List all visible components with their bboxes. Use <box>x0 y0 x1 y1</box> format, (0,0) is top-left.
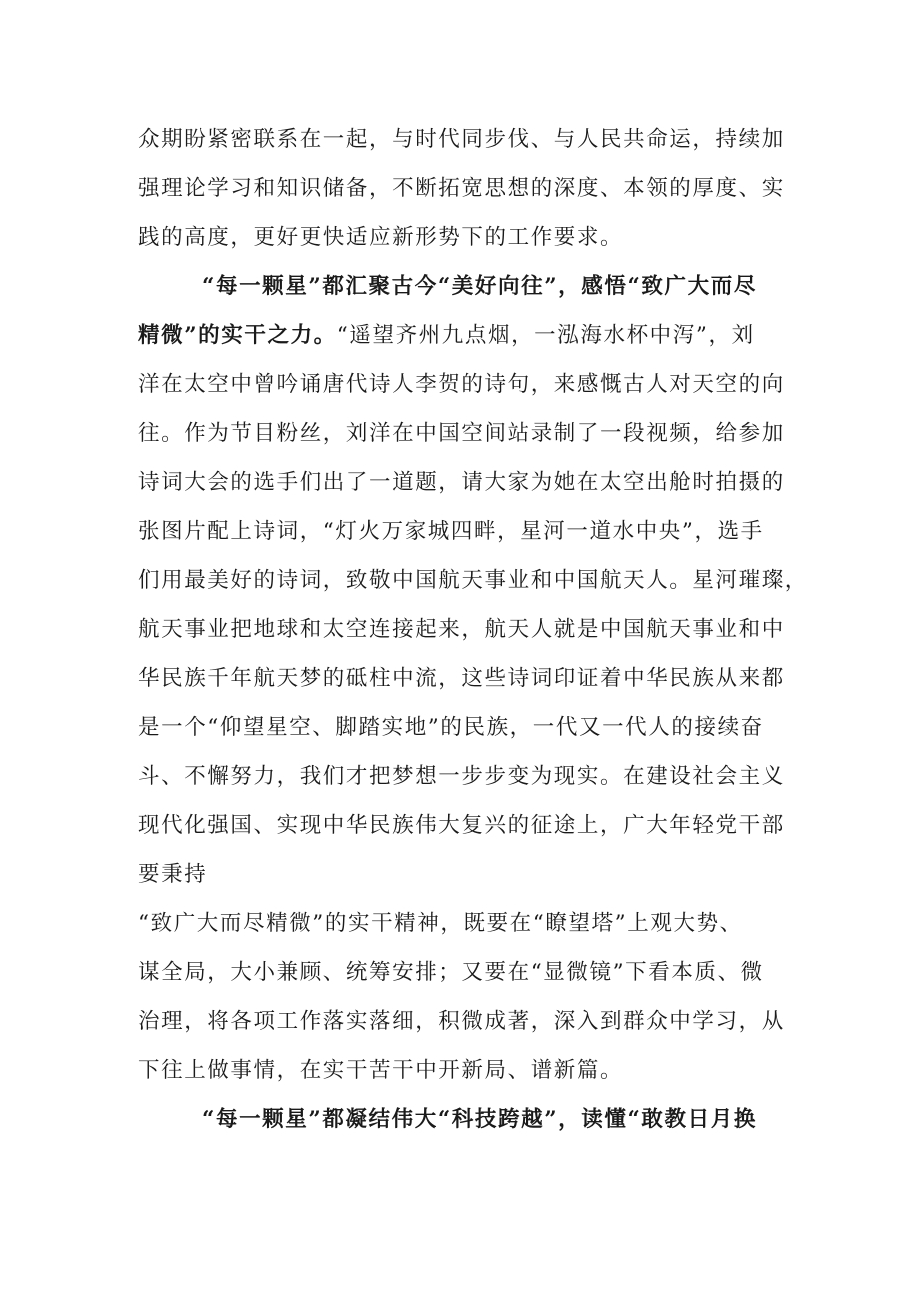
text-line: 们用最美好的诗词，致敬中国航天事业和中国航天人。星河璀璨， <box>138 568 808 593</box>
text-line <box>138 311 798 360</box>
text-line: 诗词大会的选手们出了一道题，请大家为她在太空出舱时拍摄的 <box>138 470 785 495</box>
text-line: 斗、不懈努力，我们才把梦想一步步变为现实。在建设社会主义 <box>138 764 785 789</box>
bold-lead-text: “每一颗星”都汇聚古今“美好向往”，感悟“致广大而尽 <box>202 274 757 299</box>
text-line: 往。作为节目粉丝，刘洋在中国空间站录制了一段视频，给参加 <box>138 421 785 446</box>
paragraph-1 <box>138 115 798 262</box>
paragraph-3 <box>138 1095 798 1144</box>
text-line: 航天事业把地球和太空连接起来，航天人就是中国航天事业和中 <box>138 617 785 642</box>
text-line: 下往上做事情，在实干苦干中开新局、谱新篇。 <box>138 1058 624 1083</box>
bold-lead-text: “每一颗星”都凝结伟大“科技跨越”，读懂“敢教日月换 <box>202 1107 757 1132</box>
text-line: 践的高度，更好更快适应新形势下的工作要求。 <box>138 225 624 250</box>
text-line: 现代化强国、实现中华民族伟大复兴的征途上，广大年轻党干部 <box>138 813 785 838</box>
text-line: 要秉持 <box>138 862 208 887</box>
paragraph-2 <box>138 262 808 1095</box>
bold-lead-text: 精微”的实干之力。 <box>138 323 337 348</box>
text-line: 治理，将各项工作落实落细，积微成著，深入到群众中学习，从 <box>138 1009 785 1034</box>
text-line <box>138 262 798 311</box>
text-line: 强理论学习和知识储备，不断拓宽思想的深度、本领的厚度、实 <box>138 176 785 201</box>
text-line: 众期盼紧密联系在一起，与时代同步伐、与人民共命运，持续加 <box>138 127 785 152</box>
text-line: 是一个“仰望星空、脚踏实地”的民族，一代又一代人的接续奋 <box>138 715 764 740</box>
text-line: 华民族千年航天梦的砥柱中流，这些诗词印证着中华民族从来都 <box>138 666 785 691</box>
body-text: “遥望齐州九点烟，一泓海水杯中泻”，刘 <box>336 323 755 348</box>
text-line <box>138 1095 798 1144</box>
text-line: “致广大而尽精微”的实干精神，既要在“瞭望塔”上观大势、 <box>138 911 743 936</box>
document-page <box>138 115 808 1144</box>
text-line: 洋在太空中曾吟诵唐代诗人李贺的诗句，来感慨古人对天空的向 <box>138 372 785 397</box>
text-line: 谋全局，大小兼顾、统筹安排；又要在“显微镜”下看本质、微 <box>138 960 764 985</box>
text-line: 张图片配上诗词，“灯火万家城四畔，星河一道水中央”，选手 <box>138 519 764 544</box>
